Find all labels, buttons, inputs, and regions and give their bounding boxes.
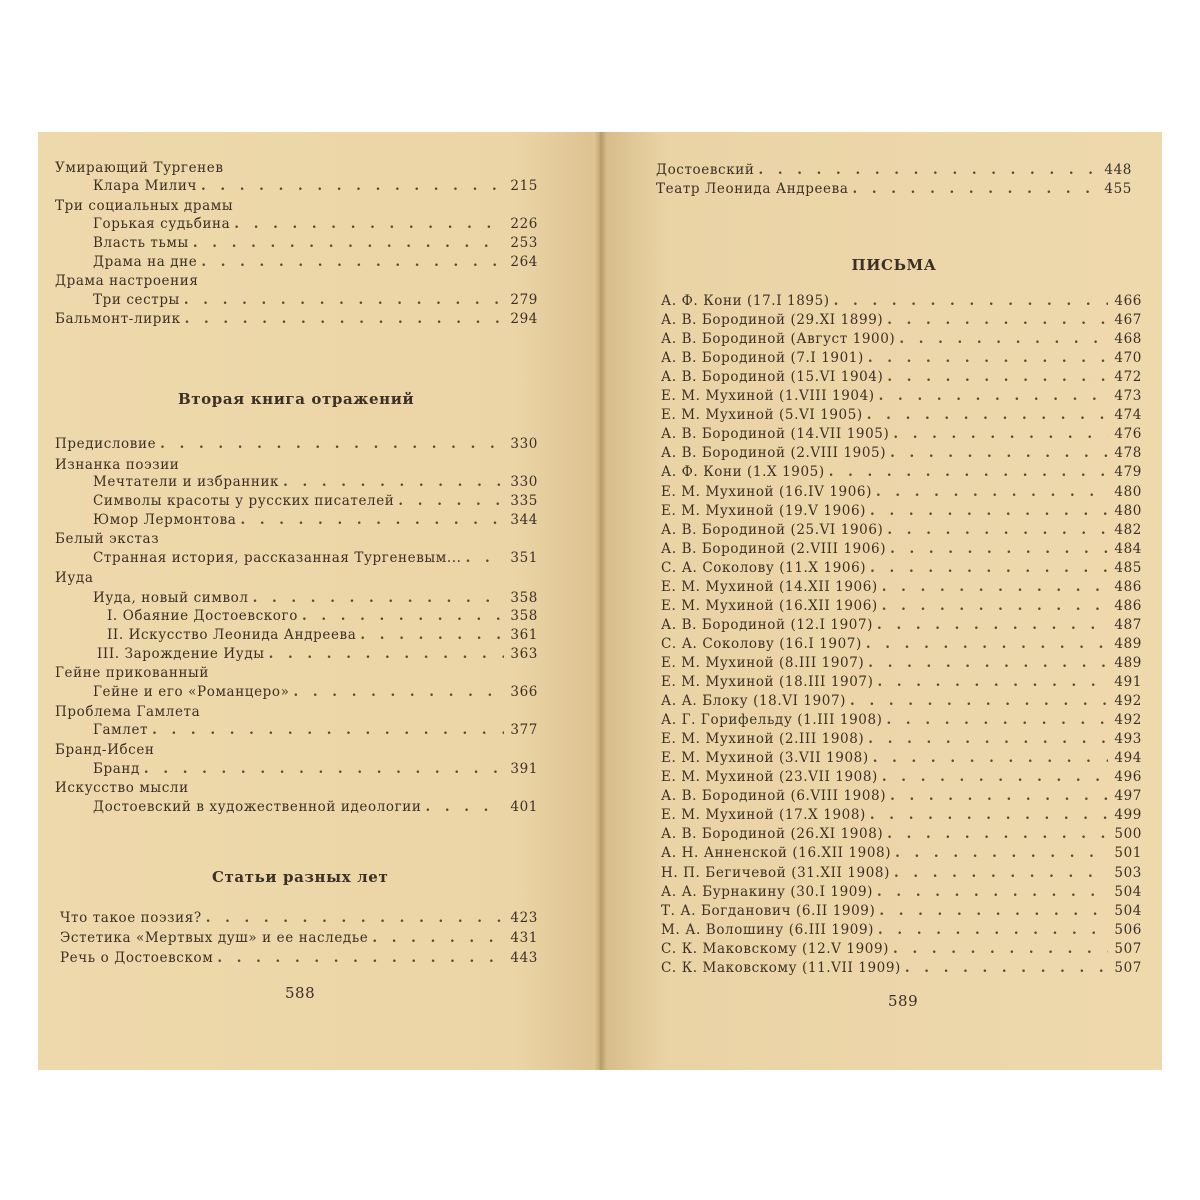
toc-entry-title: Т. А. Богданович (6.II 1909) [661, 903, 876, 919]
toc-entry [93, 590, 538, 608]
toc-entry-title: I. Обаяние Достоевского [107, 608, 298, 624]
toc-entry [661, 426, 1142, 444]
toc-entry [661, 865, 1142, 883]
toc-entry-title: Что такое поэзия? [60, 910, 202, 926]
toc-entry-page: 358 [510, 608, 538, 624]
toc-entry-title: Е. М. Мухиной (18.III 1907) [661, 674, 874, 690]
toc-entry [661, 484, 1142, 502]
toc-entry [55, 311, 538, 329]
toc-entry-title: С. А. Соколову (11.X 1906) [661, 560, 867, 576]
toc-entry-title: Бранд-Ибсен [55, 742, 155, 758]
toc-entry [661, 903, 1142, 921]
toc-entry [661, 579, 1142, 597]
toc-entry-title: С. А. Соколову (16.I 1907) [661, 636, 862, 652]
toc-entry-page: 504 [1114, 903, 1142, 919]
toc-entry [55, 531, 538, 549]
toc-entry-title: С. К. Маковскому (11.VII 1909) [661, 960, 901, 976]
dot-leader [758, 162, 1098, 178]
dot-leader [269, 646, 504, 662]
toc-entry-title: А. Н. Анненской (16.XII 1908) [661, 845, 892, 861]
toc-entry-title: Власть тьмы [93, 235, 189, 251]
toc-entry-page: 330 [510, 474, 538, 490]
toc-entry [661, 712, 1142, 730]
toc-entry-page: 466 [1114, 293, 1142, 309]
toc-entry-page: 485 [1114, 560, 1142, 576]
toc-entry-page: 264 [510, 254, 538, 270]
toc-entry-page: 482 [1114, 522, 1142, 538]
toc-entry-title: Предисловие [55, 436, 157, 452]
toc-entry-title: Е. М. Мухиной (19.V 1906) [661, 503, 867, 519]
toc-entry [661, 807, 1142, 825]
toc-entry-page: 489 [1114, 655, 1142, 671]
dot-leader [160, 436, 504, 452]
dot-leader [193, 235, 504, 251]
toc-entry [93, 684, 538, 702]
toc-entry-page: 330 [510, 436, 538, 452]
toc-entry-page: 494 [1114, 750, 1142, 766]
dot-leader [899, 331, 1108, 347]
toc-entry-title: А. В. Бородиной (7.I 1901) [661, 350, 864, 366]
dot-leader [890, 541, 1108, 557]
dot-leader [893, 426, 1108, 442]
dot-leader [870, 807, 1108, 823]
toc-entry-title: Иуда, новый символ [93, 590, 249, 606]
toc-entry-title: Е. М. Мухиной (16.IV 1906) [661, 484, 872, 500]
toc-entry-page: 366 [510, 684, 538, 700]
toc-entry-page: 493 [1114, 731, 1142, 747]
toc-entry-page: 492 [1114, 693, 1142, 709]
toc-entry-title: Е. М. Мухиной (1.VIII 1904) [661, 388, 875, 404]
toc-entry-page: 491 [1114, 674, 1142, 690]
toc-entry-title: А. Ф. Кони (1.X 1905) [661, 464, 825, 480]
toc-entry [93, 550, 538, 568]
dot-leader [905, 960, 1108, 976]
toc-entry [55, 665, 538, 683]
toc-entry [93, 722, 538, 740]
section-title-letters: ПИСЬМА [851, 256, 937, 274]
toc-entry-page: 474 [1114, 407, 1142, 423]
toc-entry [661, 331, 1142, 349]
toc-entry-title: Е. М. Мухиной (3.VII 1908) [661, 750, 869, 766]
dot-leader [876, 484, 1108, 500]
toc-entry-page: 443 [510, 950, 538, 966]
toc-entry [661, 312, 1142, 330]
dot-leader [887, 712, 1108, 728]
toc-entry [661, 503, 1142, 521]
toc-entry-page: 279 [510, 292, 538, 308]
toc-entry-page: 489 [1114, 636, 1142, 652]
toc-entry-page: 423 [510, 910, 538, 926]
dot-leader [887, 312, 1108, 328]
dot-leader [868, 731, 1108, 747]
toc-entry [661, 845, 1142, 863]
dot-leader [893, 941, 1108, 957]
dot-leader [882, 769, 1108, 785]
toc-entry-title: Символы красоты у русских писателей [93, 493, 395, 509]
toc-entry [60, 930, 538, 948]
toc-entry [107, 627, 538, 645]
toc-entry-page: 500 [1114, 826, 1142, 842]
toc-entry [661, 788, 1142, 806]
dot-leader [829, 464, 1108, 480]
dot-leader [201, 254, 504, 270]
toc-entry-title: А. Г. Горифельду (1.III 1908) [661, 712, 883, 728]
toc-entry-title: А. В. Бородиной (2.VIII 1905) [661, 445, 887, 461]
toc-entry-title: Е. М. Мухиной (16.XII 1906) [661, 598, 878, 614]
toc-entry [661, 636, 1142, 654]
toc-entry-title: Бранд [93, 761, 140, 777]
toc-entry [93, 292, 538, 310]
toc-entry-title: А. В. Бородиной (25.VI 1906) [661, 522, 884, 538]
toc-entry-title: Умирающий Тургенев [55, 160, 224, 176]
dot-leader [878, 922, 1108, 938]
toc-entry [661, 598, 1142, 616]
toc-entry-title: Речь о Достоевском [60, 950, 214, 966]
dot-leader [866, 636, 1108, 652]
toc-entry-title: Юмор Лермонтова [93, 512, 237, 528]
toc-entry-title: А. В. Бородиной (6.VIII 1908) [661, 788, 887, 804]
toc-entry [661, 769, 1142, 787]
dot-leader [870, 560, 1108, 576]
toc-entry-page: 480 [1114, 503, 1142, 519]
toc-entry-title: М. А. Волошину (6.III 1909) [661, 922, 875, 938]
toc-entry-title: Гейне и его «Романцеро» [93, 684, 290, 700]
toc-entry [107, 608, 538, 626]
toc-entry-title: Три сестры [93, 292, 180, 308]
toc-entry-page: 506 [1114, 922, 1142, 938]
toc-entry-page: 487 [1114, 617, 1142, 633]
toc-entry-page: 361 [510, 627, 538, 643]
toc-entry [661, 674, 1142, 692]
toc-entry-page: 478 [1114, 445, 1142, 461]
toc-entry-page: 507 [1114, 960, 1142, 976]
toc-entry-title: Е. М. Мухиной (5.VI 1905) [661, 407, 863, 423]
toc-entry-title: Три социальных драмы [55, 198, 234, 214]
toc-entry-page: 431 [510, 930, 538, 946]
toc-entry-title: Е. М. Мухиной (17.X 1908) [661, 807, 866, 823]
toc-entry [661, 445, 1142, 463]
toc-entry-page: 504 [1114, 884, 1142, 900]
toc-entry-title: Иуда [55, 570, 94, 586]
toc-entry-page: 294 [510, 311, 538, 327]
toc-entry [55, 198, 538, 216]
toc-entry-page: 499 [1114, 807, 1142, 823]
toc-entry-title: А. В. Бородиной (14.VII 1905) [661, 426, 890, 442]
dot-leader [283, 474, 504, 490]
toc-entry [55, 570, 538, 588]
toc-entry-title: Бальмонт-лирик [55, 311, 181, 327]
toc-entry [661, 350, 1142, 368]
dot-leader [302, 608, 504, 624]
toc-entry-title: Странная история, рассказанная Тургеневым... [93, 550, 462, 566]
toc-entry [661, 464, 1142, 482]
dot-leader [895, 845, 1108, 861]
toc-entry-page: 486 [1114, 579, 1142, 595]
toc-entry-page: 253 [510, 235, 538, 251]
dot-leader [879, 903, 1108, 919]
toc-entry [661, 522, 1142, 540]
dot-leader [887, 522, 1108, 538]
toc-entry [661, 884, 1142, 902]
toc-entry [60, 950, 538, 968]
toc-entry-page: 377 [510, 722, 538, 738]
toc-entry-title: Театр Леонида Андреева [656, 181, 849, 197]
toc-entry [93, 493, 538, 511]
toc-entry-title: Е. М. Мухиной (23.VII 1908) [661, 769, 878, 785]
toc-entry-title: А. В. Бородиной (Август 1900) [661, 331, 896, 347]
toc-entry [661, 617, 1142, 635]
dot-leader [240, 512, 504, 528]
toc-entry [93, 216, 538, 234]
toc-entry [55, 160, 538, 178]
dot-leader [870, 503, 1108, 519]
toc-entry-page: 484 [1114, 541, 1142, 557]
dot-leader [887, 369, 1108, 385]
toc-entry-title: Белый экстаз [55, 531, 160, 547]
toc-entry-page: 492 [1114, 712, 1142, 728]
toc-entry-title: Е. М. Мухиной (2.III 1908) [661, 731, 865, 747]
toc-entry [661, 407, 1142, 425]
toc-entry [55, 742, 538, 760]
toc-entry-page: 455 [1104, 181, 1132, 197]
toc-entry [55, 457, 538, 475]
toc-entry-title: Е. М. Мухиной (8.III 1907) [661, 655, 865, 671]
dot-leader [879, 388, 1108, 404]
toc-entry [93, 512, 538, 530]
toc-entry-title: II. Искусство Леонида Андреева [107, 627, 357, 643]
toc-entry-page: 335 [510, 493, 538, 509]
toc-entry [93, 254, 538, 272]
toc-entry-title: А. В. Бородиной (2.VIII 1906) [661, 541, 887, 557]
section-title-second-book: Вторая книга отражений [178, 390, 415, 408]
toc-entry [55, 273, 538, 291]
toc-entry-title: А. В. Бородиной (29.XI 1899) [661, 312, 884, 328]
dot-leader [868, 350, 1108, 366]
toc-entry-title: Клара Милич [93, 178, 197, 194]
dot-leader [253, 590, 504, 606]
toc-entry-title: Эстетика «Мертвых душ» и ее наследье [60, 930, 369, 946]
toc-entry-page: 468 [1114, 331, 1142, 347]
toc-entry-page: 344 [510, 512, 538, 528]
toc-entry-page: 363 [510, 646, 538, 662]
toc-entry [661, 922, 1142, 940]
dot-leader [184, 292, 504, 308]
left-page-number: 588 [285, 984, 316, 1002]
dot-leader [217, 950, 504, 966]
toc-entry-title: С. К. Маковскому (12.V 1909) [661, 941, 890, 957]
toc-entry [661, 826, 1142, 844]
toc-entry-title: А. Ф. Кони (17.I 1895) [661, 293, 830, 309]
toc-entry [661, 731, 1142, 749]
toc-entry-page: 448 [1104, 162, 1132, 178]
dot-leader [372, 930, 504, 946]
dot-leader [887, 826, 1108, 842]
dot-leader [873, 750, 1108, 766]
dot-leader [890, 788, 1108, 804]
dot-leader [234, 216, 504, 232]
toc-entry-title: Н. П. Бегичевой (31.XII 1908) [661, 865, 890, 881]
toc-entry [661, 941, 1142, 959]
dot-leader [834, 293, 1108, 309]
toc-entry-title: Гамлет [93, 722, 149, 738]
toc-entry-title: А. В. Бородиной (12.I 1907) [661, 617, 874, 633]
dot-leader [877, 617, 1108, 633]
dot-leader [882, 598, 1108, 614]
toc-entry-page: 480 [1114, 484, 1142, 500]
toc-entry [93, 235, 538, 253]
toc-entry [661, 293, 1142, 311]
toc-entry-title: Изнанка поэзии [55, 457, 180, 473]
toc-entry-title: Достоевский [656, 162, 755, 178]
toc-entry-page: 470 [1114, 350, 1142, 366]
toc-entry-title: Проблема Гамлета [55, 704, 201, 720]
dot-leader [152, 722, 504, 738]
section-title-various-years: Статьи разных лет [212, 868, 389, 886]
dot-leader [466, 550, 504, 566]
toc-entry-page: 215 [510, 178, 538, 194]
dot-leader [868, 655, 1108, 671]
dot-leader [294, 684, 505, 700]
toc-entry [661, 388, 1142, 406]
dot-leader [398, 493, 504, 509]
toc-entry-title: Е. М. Мухиной (14.XII 1906) [661, 579, 878, 595]
toc-entry-page: 391 [510, 761, 538, 777]
dot-leader [882, 579, 1108, 595]
dot-leader [144, 761, 504, 777]
toc-entry-page: 497 [1114, 788, 1142, 804]
toc-entry [55, 704, 538, 722]
toc-entry-page: 479 [1114, 464, 1142, 480]
toc-entry [93, 178, 538, 196]
toc-entry-title: Горькая судьбина [93, 216, 231, 232]
toc-entry [661, 750, 1142, 768]
dot-leader [201, 178, 504, 194]
dot-leader [185, 311, 504, 327]
dot-leader [890, 445, 1108, 461]
toc-entry-page: 472 [1114, 369, 1142, 385]
toc-entry [661, 541, 1142, 559]
toc-entry [661, 655, 1142, 673]
toc-entry-page: 486 [1114, 598, 1142, 614]
dot-leader [425, 799, 504, 815]
dot-leader [867, 407, 1108, 423]
toc-entry-page: 351 [510, 550, 538, 566]
toc-entry-page: 501 [1114, 845, 1142, 861]
toc-entry-title: Драма настроения [55, 273, 199, 289]
dot-leader [852, 181, 1098, 197]
toc-entry-page: 358 [510, 590, 538, 606]
toc-entry-title: Гейне прикованный [55, 665, 209, 681]
toc-entry [55, 780, 538, 798]
toc-entry-page: 503 [1114, 865, 1142, 881]
toc-entry-page: 496 [1114, 769, 1142, 785]
toc-entry-title: III. Зарождение Иуды [97, 646, 265, 662]
toc-entry-page: 507 [1114, 941, 1142, 957]
toc-entry [93, 474, 538, 492]
toc-entry [661, 693, 1142, 711]
dot-leader [206, 910, 504, 926]
toc-entry [661, 369, 1142, 387]
toc-entry [93, 761, 538, 779]
dot-leader [360, 627, 504, 643]
right-page-number: 589 [888, 992, 919, 1010]
toc-entry [93, 799, 538, 817]
toc-entry [656, 162, 1132, 180]
toc-entry-page: 401 [510, 799, 538, 815]
toc-entry-title: Мечтатели и избранник [93, 474, 280, 490]
toc-entry [661, 960, 1142, 978]
book-gutter [593, 132, 607, 1070]
toc-entry-title: А. А. Блоку (18.VI 1907) [661, 693, 847, 709]
toc-entry-title: А. В. Бородиной (15.VI 1904) [661, 369, 884, 385]
dot-leader [877, 884, 1108, 900]
toc-entry-page: 476 [1114, 426, 1142, 442]
toc-entry [55, 436, 538, 454]
toc-entry-title: Драма на дне [93, 254, 198, 270]
toc-entry-page: 467 [1114, 312, 1142, 328]
dot-leader [850, 693, 1108, 709]
dot-leader [877, 674, 1108, 690]
dot-leader [894, 865, 1108, 881]
toc-entry [656, 181, 1132, 199]
toc-entry [97, 646, 538, 664]
toc-entry [60, 910, 538, 928]
toc-entry-title: А. А. Бурнакину (30.I 1909) [661, 884, 874, 900]
toc-entry-page: 226 [510, 216, 538, 232]
toc-entry-title: Достоевский в художественной идеологии [93, 799, 422, 815]
toc-entry-title: Искусство мысли [55, 780, 189, 796]
toc-entry [661, 560, 1142, 578]
toc-entry-title: А. В. Бородиной (26.XI 1908) [661, 826, 884, 842]
toc-entry-page: 473 [1114, 388, 1142, 404]
